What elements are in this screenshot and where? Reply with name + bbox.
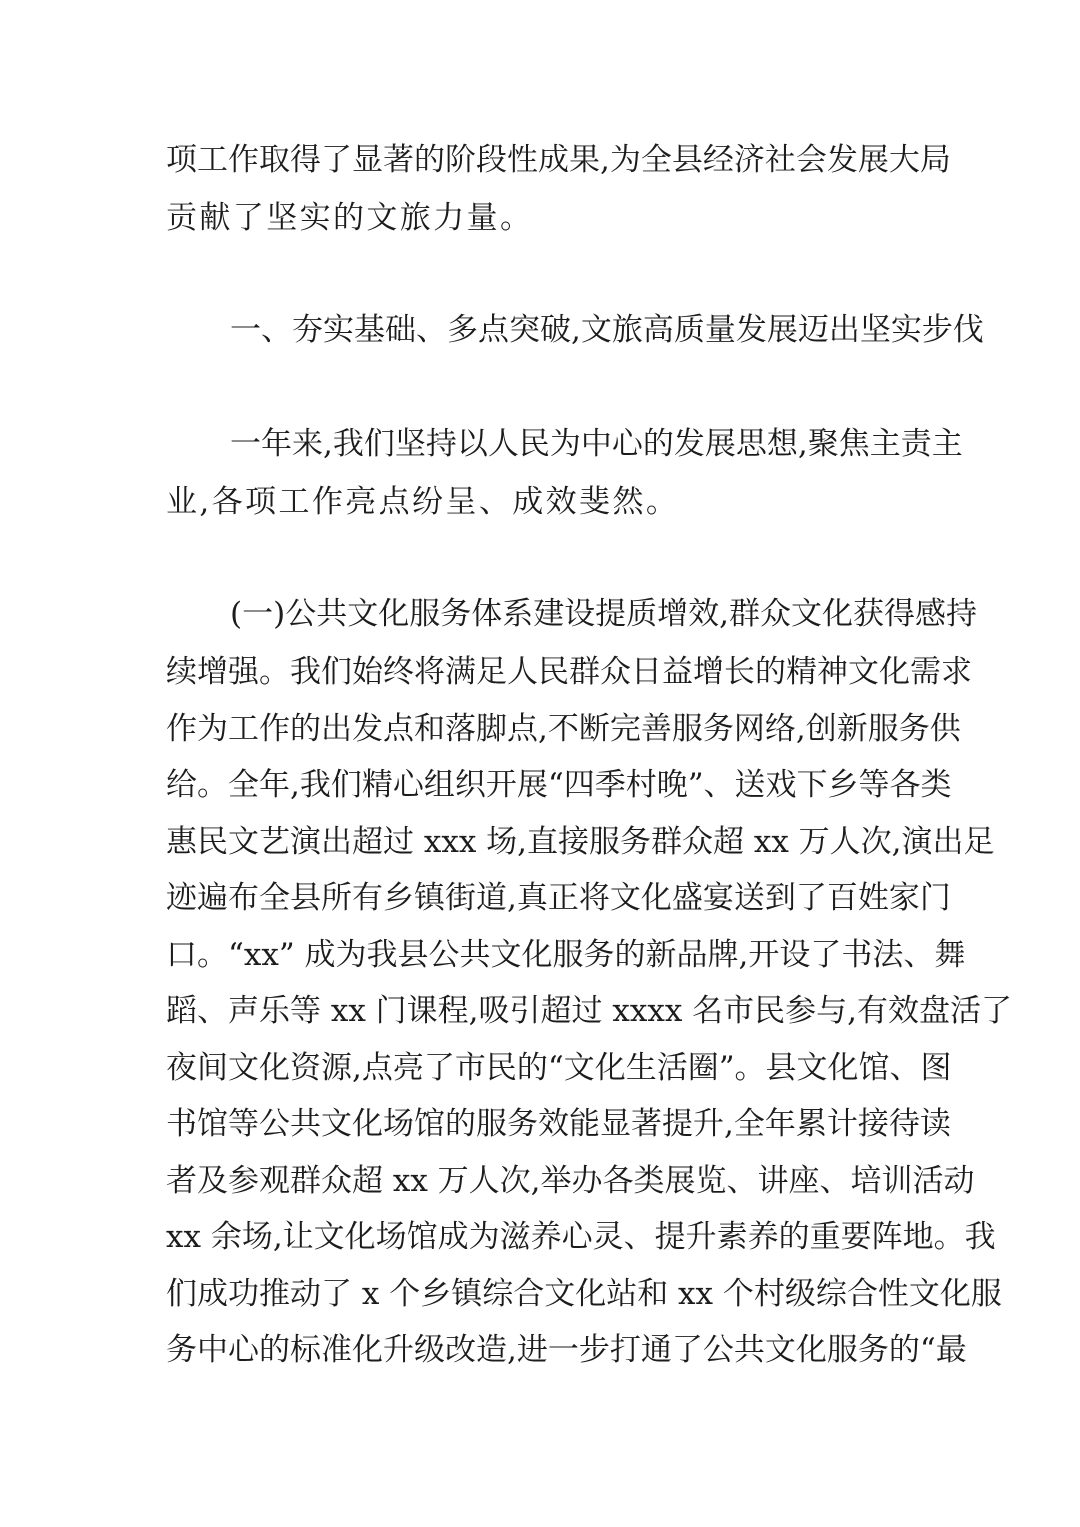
paragraph-line: 们成功推动了 x 个乡镇综合文化站和 xx 个村级综合性文化服 xyxy=(166,1276,1002,1312)
paragraph-line: 作为工作的出发点和落脚点,不断完善服务网络,创新服务供 xyxy=(166,711,961,747)
paragraph-line: 务中心的标准化升级改造,进一步打通了公共文化服务的“最 xyxy=(166,1332,967,1368)
paragraph-line: 迹遍布全县所有乡镇街道,真正将文化盛宴送到了百姓家门 xyxy=(166,880,951,916)
paragraph-line: 贡献了坚实的文旅力量。 xyxy=(166,200,534,236)
paragraph-line: 业,各项工作亮点纷呈、成效斐然。 xyxy=(166,484,680,520)
paragraph-line: 续增强。我们始终将满足人民群众日益增长的精神文化需求 xyxy=(166,654,972,690)
paragraph-line: 夜间文化资源,点亮了市民的“文化生活圈”。县文化馆、图 xyxy=(166,1050,952,1086)
paragraph-line: 项工作取得了显著的阶段性成果,为全县经济社会发展大局 xyxy=(166,142,951,178)
section-heading: 一、夯实基础、多点突破,文旅高质量发展迈出坚实步伐 xyxy=(230,312,984,348)
paragraph-line: 书馆等公共文化场馆的服务效能显著提升,全年累计接待读 xyxy=(166,1106,951,1142)
paragraph-line: 口。“xx” 成为我县公共文化服务的新品牌,开设了书法、舞 xyxy=(166,937,966,973)
paragraph-line: 一年来,我们坚持以人民为中心的发展思想,聚焦主责主 xyxy=(230,426,963,462)
paragraph-line: xx 余场,让文化场馆成为滋养心灵、提升素养的重要阵地。我 xyxy=(166,1219,996,1255)
paragraph-line: 惠民文艺演出超过 xxx 场,直接服务群众超 xx 万人次,演出足 xyxy=(166,824,995,860)
paragraph-line: 给。全年,我们精心组织开展“四季村晚”、送戏下乡等各类 xyxy=(166,767,952,803)
paragraph-line: (一)公共文化服务体系建设提质增效,群众文化获得感持 xyxy=(230,596,978,632)
paragraph-line: 者及参观群众超 xx 万人次,举办各类展览、讲座、培训活动 xyxy=(166,1163,975,1199)
paragraph-line: 蹈、声乐等 xx 门课程,吸引超过 xxxx 名市民参与,有效盘活了 xyxy=(166,993,1013,1029)
